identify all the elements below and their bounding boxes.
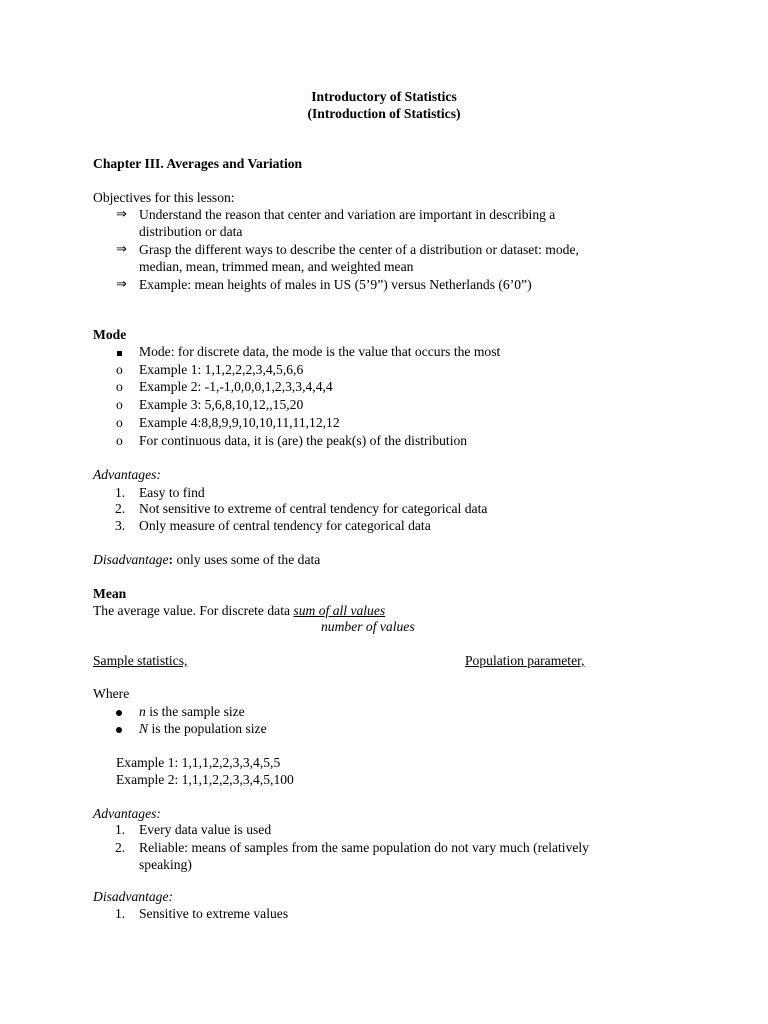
list-number: 1.	[115, 485, 126, 500]
mean-example-2: Example 2: 1,1,1,2,2,3,3,4,5,100	[116, 772, 294, 787]
mode-disadvantage-label: Disadvantage	[93, 552, 169, 567]
mean-heading: Mean	[93, 586, 127, 601]
mean-advantage-2-line1: Reliable: means of samples from the same population do not vary much (relatively	[139, 840, 589, 855]
mean-formula-denominator: number of values	[321, 619, 415, 634]
mode-example-2: Example 2: -1,-1,0,0,0,1,2,3,3,4,4,4	[139, 379, 333, 394]
list-number: 1.	[115, 822, 126, 837]
double-right-arrow-icon: ⇒	[116, 277, 127, 292]
mode-example-4: Example 4:8,8,9,9,10,10,11,11,12,12	[139, 415, 340, 430]
list-number: 2.	[115, 840, 126, 855]
sample-statistics-label: Sample statistics,	[93, 653, 188, 668]
document-title: Introductory of Statistics	[311, 89, 457, 104]
variable-N: N	[139, 721, 149, 736]
list-number: 1.	[115, 906, 126, 921]
mean-formula-numerator: sum of all values	[293, 603, 386, 618]
objective-item-3: Example: mean heights of males in US (5’9”) versus Netherlands (6’0”)	[139, 277, 532, 292]
mode-definition: Mode: for discrete data, the mode is the value that occurs the most	[139, 344, 501, 359]
mode-advantage-1: Easy to find	[139, 485, 205, 500]
mode-advantages-label: Advantages:	[93, 467, 161, 482]
hollow-circle-bullet-icon: o	[116, 362, 123, 377]
mode-heading: Mode	[93, 327, 127, 342]
double-right-arrow-icon: ⇒	[116, 242, 127, 257]
variable-n: n	[139, 704, 146, 719]
double-right-arrow-icon: ⇒	[116, 207, 127, 222]
mean-intro	[93, 602, 385, 619]
mode-advantage-3: Only measure of central tendency for categorical data	[139, 518, 431, 533]
hollow-circle-bullet-icon: o	[116, 397, 123, 412]
mode-continuous-note: For continuous data, it is (are) the peak(s) of the distribution	[139, 433, 468, 448]
hollow-circle-bullet-icon: o	[116, 379, 123, 394]
mode-disadvantage-colon: :	[168, 552, 174, 567]
mean-disadvantage-1: Sensitive to extreme values	[139, 906, 289, 921]
where-item-text: is the sample size	[145, 704, 245, 719]
objective-item-2-line2: median, mean, trimmed mean, and weighted mean	[139, 259, 414, 274]
mode-example-3: Example 3: 5,6,8,10,12,,15,20	[139, 397, 304, 412]
document-subtitle: (Introduction of Statistics)	[307, 106, 461, 121]
mode-disadvantage	[93, 551, 320, 568]
mean-advantage-1: Every data value is used	[139, 822, 272, 837]
filled-dot-bullet-icon	[116, 720, 122, 737]
objectives-heading: Objectives for this lesson:	[93, 190, 235, 205]
where-item-population-size	[139, 720, 267, 737]
filled-dot-bullet-icon	[116, 703, 122, 720]
list-number: 2.	[115, 501, 126, 516]
mode-example-1: Example 1: 1,1,2,2,2,3,4,5,6,6	[139, 362, 304, 377]
where-item-text: is the population size	[148, 721, 267, 736]
population-parameter-label: Population parameter,	[465, 653, 585, 668]
mode-advantage-2: Not sensitive to extreme of central tendency for categorical data	[139, 501, 488, 516]
mean-advantages-label: Advantages:	[93, 806, 161, 821]
objective-item-1-line1: Understand the reason that center and variation are important in describing a	[139, 207, 556, 222]
hollow-circle-bullet-icon: o	[116, 433, 123, 448]
where-item-sample-size	[139, 703, 245, 720]
mode-disadvantage-text: only uses some of the data	[173, 552, 321, 567]
mean-disadvantage-label: Disadvantage:	[93, 889, 174, 904]
mean-example-1: Example 1: 1,1,1,2,2,3,3,4,5,5	[116, 755, 281, 770]
objective-item-1-line2: distribution or data	[139, 224, 243, 239]
chapter-heading: Chapter III. Averages and Variation	[93, 156, 303, 171]
mean-intro-text: The average value. For discrete data	[93, 603, 294, 618]
objective-item-2-line1: Grasp the different ways to describe the center of a distribution or dataset: mode,	[139, 242, 579, 257]
mean-advantage-2-line2: speaking)	[139, 857, 192, 872]
where-label: Where	[93, 686, 130, 701]
hollow-circle-bullet-icon: o	[116, 415, 123, 430]
square-bullet-icon	[117, 343, 122, 360]
list-number: 3.	[115, 518, 126, 533]
